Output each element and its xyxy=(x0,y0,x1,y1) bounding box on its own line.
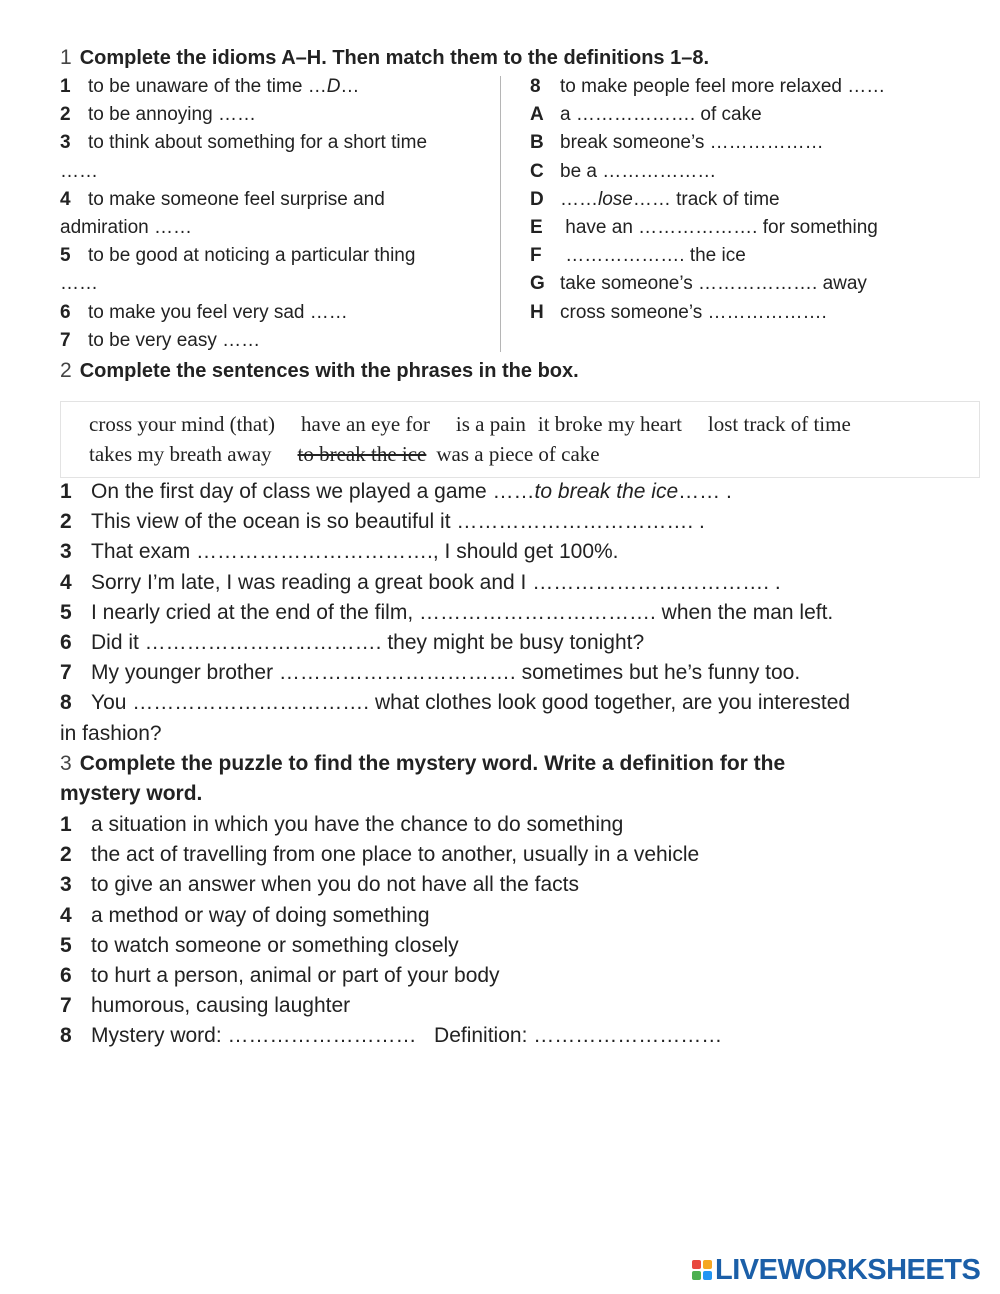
definition-text: to be unaware of the time … xyxy=(88,76,327,97)
phrase: takes my breath away xyxy=(89,442,272,466)
definition-number: 1 xyxy=(60,76,71,97)
idiom-row xyxy=(530,129,970,157)
phrase: lost track of time xyxy=(707,412,851,436)
sentence-number: 4 xyxy=(60,570,72,594)
idiom-text: be a ……………… xyxy=(560,160,717,182)
sentence-text: That exam ……………………………., I should get 100%. xyxy=(91,540,619,564)
sentence-number: 7 xyxy=(60,661,72,685)
definition-text: to be good at noticing a particular thing xyxy=(88,245,416,267)
sentence-row xyxy=(60,628,940,658)
sentence-text: This view of the ocean is so beautiful it ……………………………. . xyxy=(91,510,705,534)
idiom-text-end: …… track of time xyxy=(632,188,780,210)
clue-text: to hurt a person, animal or part of your body xyxy=(91,964,500,988)
section2-number: 2 xyxy=(60,359,72,382)
clue-text: a situation in which you have the chance to do something xyxy=(91,813,624,836)
clues-list xyxy=(60,810,940,1052)
sentence-row xyxy=(60,688,940,718)
phrase: was a piece of cake xyxy=(436,442,600,466)
clue-text: a method or way of doing something xyxy=(91,903,430,927)
sentence-row xyxy=(60,568,940,598)
idiom-row xyxy=(530,270,970,298)
clue-number: 4 xyxy=(60,903,72,927)
phrase: it broke my heart xyxy=(537,412,682,436)
logo-square xyxy=(703,1260,712,1269)
column-divider xyxy=(500,76,501,352)
clue-row xyxy=(60,870,940,900)
definition-row xyxy=(60,158,490,186)
sentence-answer[interactable]: to break the ice xyxy=(534,480,679,503)
idiom-answer[interactable]: lose xyxy=(598,188,633,210)
clue-row xyxy=(60,1021,940,1051)
definition-text: …… xyxy=(60,273,98,295)
clue-number: 2 xyxy=(60,843,72,867)
sentence-row xyxy=(60,507,940,537)
idiom-letter: G xyxy=(530,273,545,295)
idiom-text: a ………………. of cake xyxy=(560,104,762,126)
section3-heading xyxy=(60,749,940,809)
phrase: cross your mind (that) xyxy=(89,412,276,436)
definition-row xyxy=(60,270,490,298)
definition-row xyxy=(60,73,490,101)
sentence-text: On the first day of class we played a game …… xyxy=(91,480,535,503)
liveworksheets-logo xyxy=(692,1255,980,1285)
sentence-row xyxy=(60,477,940,507)
idiom-letter: D xyxy=(530,188,544,210)
clue-number: 5 xyxy=(60,933,72,957)
clue-row xyxy=(60,901,940,931)
mystery-word-line[interactable]: Mystery word: ……………………… Definition: ……………………… xyxy=(91,1024,723,1048)
idiom-text: to make people feel more relaxed …… xyxy=(560,76,886,97)
idiom-letter: 8 xyxy=(530,76,541,97)
idiom-letter: E xyxy=(530,217,543,239)
sentence-text: Did it ……………………………. they might be busy tonight? xyxy=(91,631,645,655)
clue-text: to give an answer when you do not have all the facts xyxy=(91,873,579,897)
sentence-number: 6 xyxy=(60,631,72,655)
idiom-row xyxy=(530,299,970,327)
definition-number: 2 xyxy=(60,104,71,126)
definition-number: 6 xyxy=(60,301,71,323)
clue-text: humorous, causing laughter xyxy=(91,994,351,1018)
definition-text: to be annoying …… xyxy=(88,104,256,126)
section1-heading xyxy=(60,43,709,73)
idiom-text: have an ………………. for something xyxy=(560,217,878,239)
idiom-letter: F xyxy=(530,245,542,267)
idiom-row xyxy=(530,101,970,129)
idiom-letter: C xyxy=(530,160,544,182)
definition-row xyxy=(60,242,490,270)
definition-row xyxy=(60,129,490,157)
logo-text: LIVEWORKSHEETS xyxy=(715,1253,981,1286)
idiom-text: ………………. the ice xyxy=(560,245,746,267)
sentence-number: 8 xyxy=(60,691,72,715)
phrase: have an eye for xyxy=(301,412,430,436)
idiom-row xyxy=(530,186,970,214)
sentence-row xyxy=(60,658,940,688)
section1-title: Complete the idioms A–H. Then match them to the definitions 1–8. xyxy=(79,47,710,69)
definition-text: …… xyxy=(60,160,98,182)
definition-text: to make you feel very sad …… xyxy=(88,301,348,323)
definition-text: admiration …… xyxy=(60,217,192,239)
section3-title: Complete the puzzle to find the mystery word. Write a definition for the xyxy=(79,752,786,775)
definition-row xyxy=(60,101,490,129)
sentence-row xyxy=(60,598,940,628)
idiom-letter: H xyxy=(530,301,544,323)
clue-text: the act of travelling from one place to another, usually in a vehicle xyxy=(91,843,700,867)
phrase-box xyxy=(60,401,980,478)
definition-row xyxy=(60,186,490,214)
definition-number: 5 xyxy=(60,245,71,267)
clue-number: 7 xyxy=(60,994,72,1018)
idioms-column xyxy=(530,73,970,327)
clue-number: 1 xyxy=(60,813,72,836)
phrase-box-row xyxy=(89,409,979,439)
sentence-number: 5 xyxy=(60,600,72,624)
sentence-number: 1 xyxy=(60,480,72,503)
definition-text-end: … xyxy=(340,76,360,97)
idiom-letter: A xyxy=(530,104,544,126)
definition-text: to be very easy …… xyxy=(88,329,261,351)
clue-text: to watch someone or something closely xyxy=(91,933,459,957)
definition-number: 4 xyxy=(60,188,71,210)
clue-row xyxy=(60,961,940,991)
sentence-row xyxy=(60,719,940,749)
clue-number: 8 xyxy=(60,1024,72,1048)
definition-row xyxy=(60,299,490,327)
definition-row xyxy=(60,327,490,355)
definition-answer[interactable]: D xyxy=(326,76,341,97)
definition-text: to make someone feel surprise and xyxy=(88,188,385,210)
section2-heading xyxy=(60,356,579,386)
sentence-number: 2 xyxy=(60,510,72,534)
idiom-text: break someone’s ……………… xyxy=(560,132,824,154)
logo-square xyxy=(692,1260,701,1269)
definition-number: 7 xyxy=(60,329,71,351)
sentence-row xyxy=(60,537,940,567)
definitions-column xyxy=(60,73,490,355)
sentence-number: 3 xyxy=(60,540,72,564)
logo-square xyxy=(703,1271,712,1280)
idiom-row xyxy=(530,242,970,270)
idiom-text: take someone’s ………………. away xyxy=(560,273,867,295)
phrase-box-row xyxy=(89,439,979,469)
clue-number: 6 xyxy=(60,964,72,988)
phrase-used: to break the ice xyxy=(297,442,427,466)
idiom-row xyxy=(530,73,970,101)
sentence-text: My younger brother ……………………………. sometimes but he’s funny too. xyxy=(91,661,801,685)
idiom-letter: B xyxy=(530,132,544,154)
clue-row xyxy=(60,931,940,961)
logo-mark-icon xyxy=(692,1260,712,1280)
section2-title: Complete the sentences with the phrases in the box. xyxy=(79,360,579,382)
definition-row xyxy=(60,214,490,242)
clue-row xyxy=(60,810,940,840)
phrase: is a pain xyxy=(455,412,526,436)
sentence-text: I nearly cried at the end of the film, ……………………………. when the man left. xyxy=(91,600,834,624)
idiom-text: …… xyxy=(560,188,598,210)
sentences-list xyxy=(60,477,940,749)
clue-number: 3 xyxy=(60,873,72,897)
section1-number: 1 xyxy=(60,46,72,69)
idiom-text: cross someone’s ………………. xyxy=(560,301,827,323)
sentence-text-end: …… . xyxy=(678,480,732,503)
section3-number: 3 xyxy=(60,752,72,775)
definition-text: to think about something for a short time xyxy=(88,132,428,154)
sentence-text: You ……………………………. what clothes look good together, are you interested xyxy=(91,691,851,715)
idiom-row xyxy=(530,158,970,186)
sentence-text: Sorry I’m late, I was reading a great book and I ……………………………. . xyxy=(91,570,781,594)
idiom-row xyxy=(530,214,970,242)
logo-square xyxy=(692,1271,701,1280)
clue-row xyxy=(60,840,940,870)
definition-number: 3 xyxy=(60,132,71,154)
section3-title-cont: mystery word. xyxy=(60,782,203,805)
sentence-text: in fashion? xyxy=(60,721,162,745)
clue-row xyxy=(60,991,940,1021)
